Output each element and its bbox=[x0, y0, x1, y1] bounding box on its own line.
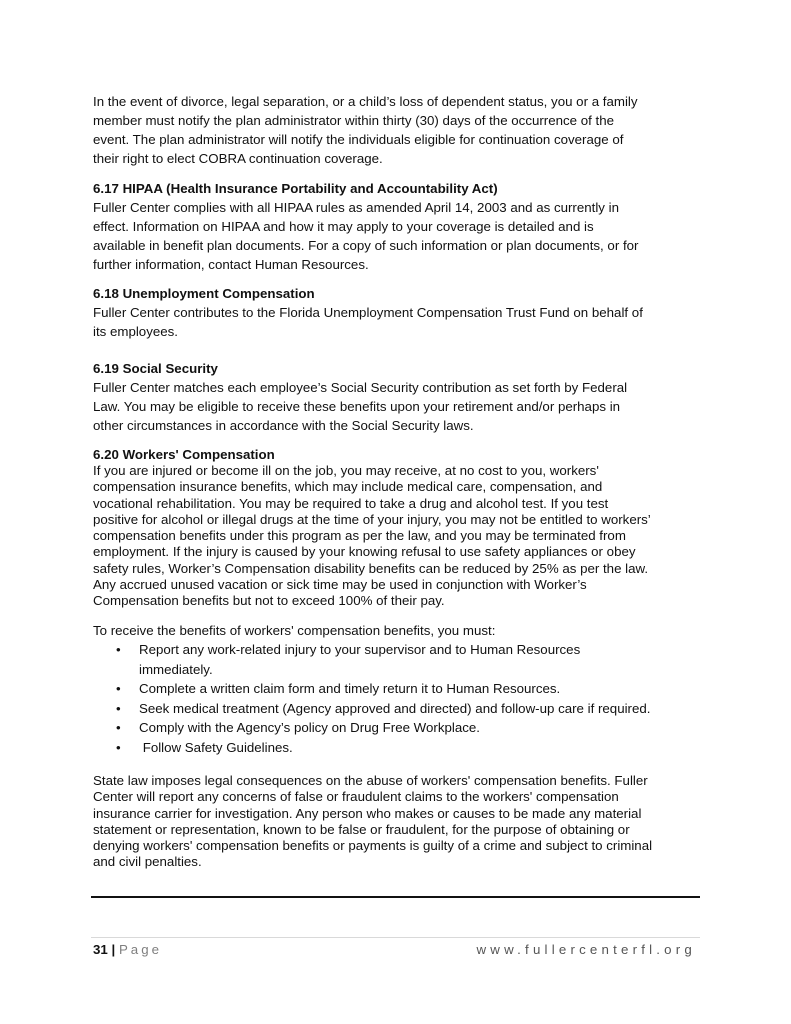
list-item-text: Comply with the Agency’s policy on Drug Free Workplace. bbox=[139, 720, 480, 735]
closing-paragraph bbox=[93, 773, 699, 871]
list-item-text: Follow Safety Guidelines. bbox=[139, 739, 293, 755]
text-line: compensation insurance benefits, which may include medical care, compensation, and bbox=[93, 479, 603, 495]
cobra-paragraph bbox=[93, 92, 699, 168]
footer-divider-thin bbox=[91, 937, 700, 938]
text-line: Fuller Center complies with all HIPAA rules as amended April 14, 2003 and as currently in bbox=[93, 200, 619, 215]
website-url: www.fullercenterfl.org bbox=[476, 942, 696, 957]
text-line: Any accrued unused vacation or sick time may be used in conjunction with Worker’s bbox=[93, 577, 587, 593]
workers-comp-paragraph bbox=[93, 463, 699, 610]
social-security-paragraph bbox=[93, 378, 699, 435]
footer-separator: | bbox=[111, 942, 116, 957]
text-line: State law imposes legal consequences on the abuse of workers' compensation benefits. Fuller bbox=[93, 773, 648, 788]
text-line: and civil penalties. bbox=[93, 854, 202, 870]
section-heading-hipaa: 6.17 HIPAA (Health Insurance Portability and Accountability Act) bbox=[93, 181, 498, 196]
text-line: Fuller Center matches each employee’s Social Security contribution as set forth by Federal bbox=[93, 380, 628, 395]
text-line: safety rules, Worker’s Compensation disability benefits can be reduced by 25% as per the law. bbox=[93, 560, 649, 576]
text-line: insurance carrier for investigation. Any person who makes or causes to be made any material bbox=[93, 805, 642, 821]
list-item-text: immediately. bbox=[139, 661, 213, 677]
text-line: effect. Information on HIPAA and how it may apply to your coverage is detailed and is bbox=[93, 219, 594, 234]
text-line: statement or representation, known to be false or fraudulent, for the purpose of obtaining or bbox=[93, 821, 630, 837]
text-line: other circumstances in accordance with the Social Security laws. bbox=[93, 418, 474, 433]
list-item bbox=[93, 699, 699, 719]
bullet-icon: • bbox=[116, 739, 121, 755]
section-heading-unemployment: 6.18 Unemployment Compensation bbox=[93, 286, 315, 301]
text-line: Center will report any concerns of false or fraudulent claims to the workers' compensation bbox=[93, 789, 619, 805]
list-item bbox=[93, 640, 699, 679]
text-line: positive for alcohol or illegal drugs at the time of your injury, you may not be entitled to workers’ bbox=[93, 511, 651, 527]
text-line: Fuller Center contributes to the Florida Unemployment Compensation Trust Fund on behalf of bbox=[93, 305, 643, 320]
list-item-text: Seek medical treatment (Agency approved and directed) and follow-up care if required. bbox=[139, 700, 651, 716]
text-line: available in benefit plan documents. For a copy of such information or plan documents, or for bbox=[93, 238, 639, 253]
text-line: further information, contact Human Resources. bbox=[93, 257, 369, 272]
text-line: its employees. bbox=[93, 324, 178, 339]
text-line: Compensation benefits but not to exceed 100% of their pay. bbox=[93, 593, 445, 609]
list-item-text: Report any work-related injury to your supervisor and to Human Resources bbox=[139, 642, 581, 657]
text-line: denying workers' compensation benefits or payments is guilty of a crime and subject to criminal bbox=[93, 838, 653, 854]
list-item-text: Complete a written claim form and timely return it to Human Resources. bbox=[139, 681, 561, 696]
page-label: Page bbox=[118, 942, 162, 957]
text-line: vocational rehabilitation. You may be required to take a drug and alcohol test. If you test bbox=[93, 495, 609, 511]
bullet-icon: • bbox=[116, 642, 121, 657]
page-number: 31 bbox=[93, 942, 108, 957]
list-intro: To receive the benefits of workers' compensation benefits, you must: bbox=[93, 623, 496, 638]
hipaa-paragraph bbox=[93, 198, 699, 274]
text-line: compensation benefits under this program as per the law, and you may be terminated from bbox=[93, 528, 626, 544]
list-item bbox=[93, 718, 699, 738]
text-line: member must notify the plan administrator within thirty (30) days of the occurrence of the bbox=[93, 113, 615, 128]
section-heading-workers-comp: 6.20 Workers' Compensation bbox=[93, 447, 275, 462]
text-line: their right to elect COBRA continuation coverage. bbox=[93, 151, 383, 166]
text-line: event. The plan administrator will notify the individuals eligible for continuation coverage of bbox=[93, 132, 624, 147]
list-item bbox=[93, 679, 699, 699]
section-heading-social-security: 6.19 Social Security bbox=[93, 361, 218, 376]
requirements-list bbox=[93, 640, 699, 757]
text-line: Law. You may be eligible to receive these benefits upon your retirement and/or perhaps in bbox=[93, 399, 621, 414]
bullet-icon: • bbox=[116, 720, 121, 735]
text-line: In the event of divorce, legal separation, or a child’s loss of dependent status, you or a family bbox=[93, 94, 638, 109]
footer-divider bbox=[91, 896, 700, 898]
page-number-label bbox=[93, 941, 162, 959]
text-line: employment. If the injury is caused by your knowing refusal to use safety appliances or obey bbox=[93, 544, 636, 560]
bullet-icon: • bbox=[116, 681, 121, 696]
bullet-icon: • bbox=[116, 700, 121, 716]
list-item bbox=[93, 738, 699, 758]
text-line: If you are injured or become ill on the job, you may receive, at no cost to you, workers' bbox=[93, 463, 599, 478]
unemployment-paragraph bbox=[93, 303, 699, 341]
